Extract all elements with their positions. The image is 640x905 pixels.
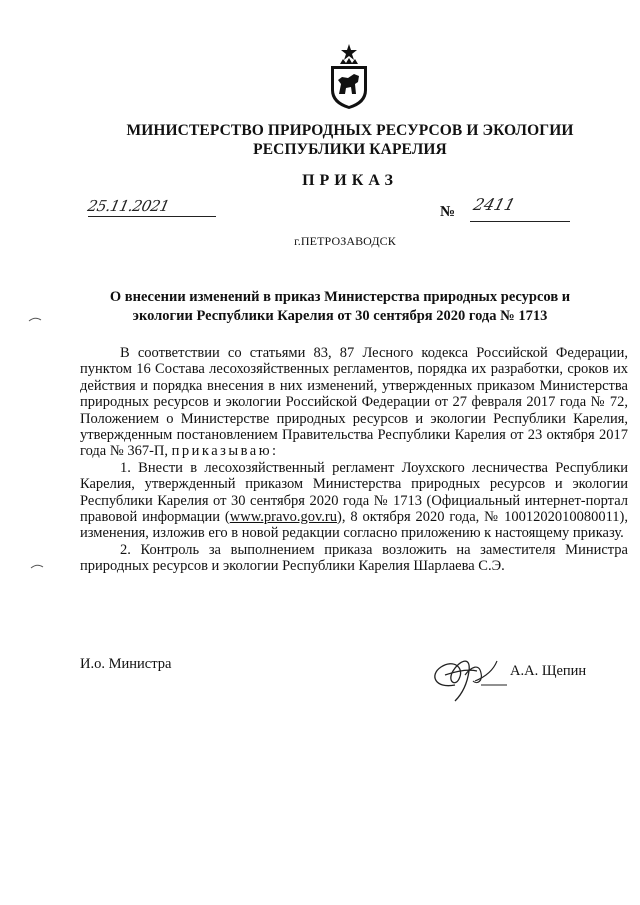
handwritten-signature-icon	[425, 645, 515, 703]
signer-name: А.А. Щепин	[510, 663, 587, 679]
preamble-paragraph	[80, 345, 628, 460]
document-city: г.ПЕТРОЗАВОДСК	[294, 234, 396, 248]
date-underline	[88, 216, 216, 217]
number-sign: №	[440, 204, 456, 220]
document-type: ПРИКАЗ	[302, 172, 398, 189]
document-body	[80, 345, 628, 575]
document-subject-line1: О внесении изменений в приказ Министерства природных ресурсов и	[109, 289, 571, 305]
order-word: приказываю:	[171, 443, 279, 460]
document-date: 25.11.2021	[86, 197, 171, 215]
pravo-portal-link[interactable]: www.pravo.gov.ru	[229, 509, 338, 526]
document-number: 2411	[471, 195, 518, 214]
margin-mark	[30, 563, 44, 569]
karelia-coat-of-arms-icon	[328, 44, 370, 110]
signer-role: И.о. Министра	[80, 656, 172, 672]
order-item-1-text-start: 1. Внести в лесохозяйственный регламент Лоухского лесничества Республики Карелия, утвержденный приказом Министерства природных ресурсов и экологии Республики Карелия от 30 сентября 2020 года № 1713 (Официальный интернет-портал правовой информации (	[80, 459, 628, 526]
margin-mark	[28, 316, 42, 322]
order-item-1	[80, 460, 628, 542]
number-underline	[470, 221, 570, 222]
ministry-name-line1: МИНИСТЕРСТВО ПРИРОДНЫХ РЕСУРСОВ И ЭКОЛОГИИ	[126, 122, 574, 139]
preamble-text: В соответствии со статьями 83, 87 Лесного кодекса Российской Федерации, пунктом 16 Состава лесохозяйственных регламентов, порядка их разработки, сроков их действия и порядка внесения в них изменений, утвержденных приказом Министерства природных ресурсов и экологии Российской Федерации от 27 февраля 2017 года № 72, Положением о Министерстве природных ресурсов и экологии Республики Карелия, утвержденным постановлением Правительства Республики Карелия от 23 октября 2017 года № 367-П,	[80, 345, 628, 460]
ministry-name-line2: РЕСПУБЛИКИ КАРЕЛИЯ	[253, 141, 447, 158]
order-item-2: 2. Контроль за выполнением приказа возложить на заместителя Министра природных ресурсов и экологии Республики Карелия Шарлаева С.Э.	[80, 541, 628, 575]
order-item-1-text-end: ), 8 октября 2020 года, № 1001202010080011), изменения, изложив его в новой редакции согласно приложению к настоящему приказу.	[80, 509, 629, 542]
document-subject-line2: экологии Республики Карелия от 30 сентября 2020 года № 1713	[132, 308, 548, 324]
